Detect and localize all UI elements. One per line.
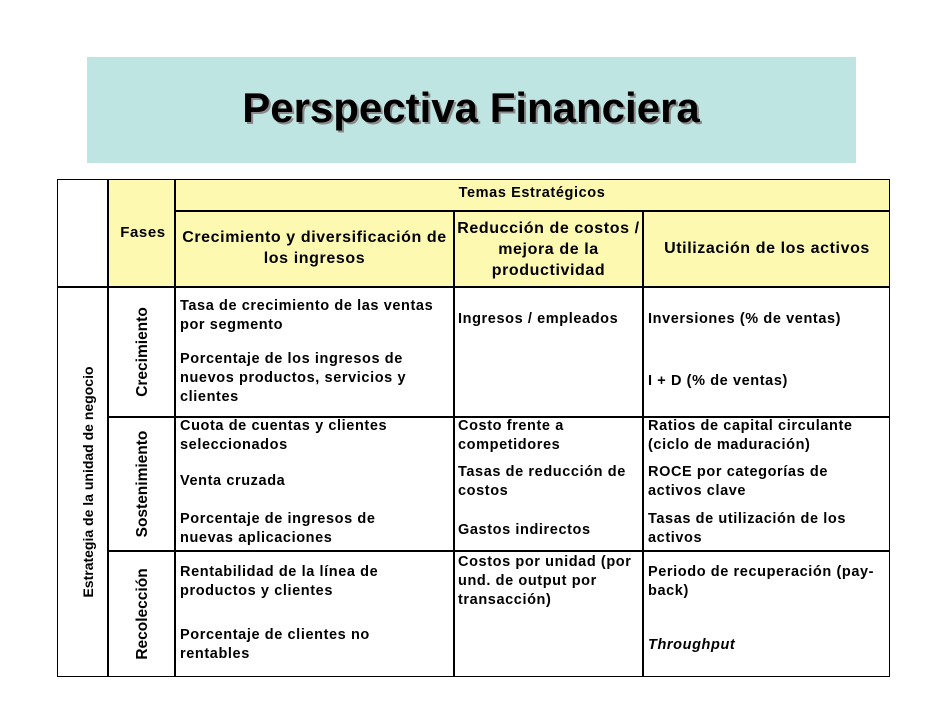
cell-sost2-col3: ROCE por categorías de activos clave [648,464,828,499]
cell-sost1-col2: Costo frente a competidores [458,418,564,453]
cell-sost1-col3: Ratios de capital circulante (ciclo de maduración) [648,418,853,453]
header-fases: Fases [120,224,166,241]
divider [107,180,109,677]
cell-crec1-col3: Inversiones (% de ventas) [648,311,842,327]
divider [107,550,890,552]
cell-reco1-col2: Costos por unidad (por und. de output por transacción) [458,554,632,608]
cell-sost2-col2: Tasas de reducción de costos [458,464,626,499]
phase-sostenimiento: Sostenimiento [134,430,151,538]
side-label: Estrategia de la unidad de negocio [80,366,96,598]
phase-crecimiento: Crecimiento [134,307,151,397]
header-col-crecimiento: Crecimiento y diversificación de los ingresos [182,229,447,267]
cell-sost3-col1: Porcentaje de ingresos de nuevas aplicaciones [180,511,376,546]
cell-sost3-col2: Gastos indirectos [458,522,591,538]
cell-reco2-col3: Throughput [648,637,736,653]
divider [642,211,644,677]
cell-sost2-col1: Venta cruzada [180,473,286,489]
divider [453,211,455,677]
divider [174,210,889,212]
header-col-activos: Utilización de los activos [664,240,870,257]
cell-reco2-col1: Porcentaje de clientes no rentables [180,627,370,662]
divider [174,180,176,677]
header-col-reduccion: Reducción de costos / mejora de la productividad [457,220,640,279]
page-title: Perspectiva Financiera [242,84,700,131]
cell-sost3-col3: Tasas de utilización de los activos [648,511,847,546]
cell-crec2-col3: I + D (% de ventas) [648,373,788,389]
header-temas: Temas Estratégicos [458,185,606,201]
phase-recoleccion: Recolección [134,568,151,660]
cell-crec1-col1: Tasa de crecimiento de las ventas por segmento [180,298,434,333]
divider [57,286,890,288]
cell-crec2-col1: Porcentaje de los ingresos de nuevos productos, servicios y clientes [180,351,407,405]
cell-reco1-col3: Periodo de recuperación (pay-back) [648,564,875,599]
cell-crec1-col2: Ingresos / empleados [458,311,619,327]
cell-reco1-col1: Rentabilidad de la línea de productos y clientes [180,564,379,599]
cell-sost1-col1: Cuota de cuentas y clientes seleccionados [180,418,388,453]
